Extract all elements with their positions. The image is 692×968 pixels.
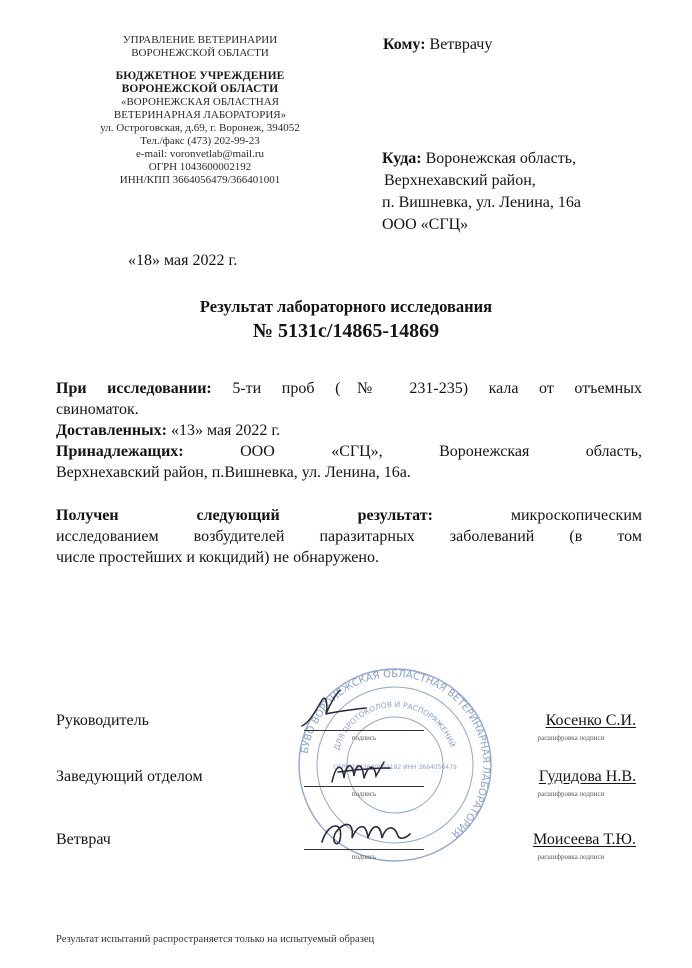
destination <box>382 148 581 236</box>
study-label: При исследовании: <box>56 380 212 397</box>
sender-block <box>50 34 350 187</box>
sender-ogrn: ОГРН 1043600002192 <box>148 161 252 173</box>
study-line <box>56 378 642 399</box>
result-text-cont1: исследованием возбудителей паразитарных заболеваний (в том <box>56 528 642 545</box>
handwritten-signature-2 <box>328 752 408 792</box>
stamp-center-text: ОГРН 1043600002192 ИНН 3664056479 <box>333 764 457 771</box>
delivered-text: «13» мая 2022 г. <box>170 422 281 439</box>
stamp-outer-text: БУВО ВОРОНЕЖСКАЯ ОБЛАСТНАЯ ВЕТЕРИНАРНАЯ ЛАБОРАТОРИЯ <box>299 668 492 840</box>
org-line1: БЮДЖЕТНОЕ УЧРЕЖДЕНИЕ <box>115 70 285 82</box>
document-title <box>0 296 692 344</box>
authority-line1: УПРАВЛЕНИЕ ВЕТЕРИНАРИИ <box>122 34 278 46</box>
signature-role: Заведующий отделом <box>56 768 203 785</box>
signer-name: Гудидова Н.В. <box>538 768 636 785</box>
recipient <box>383 36 492 54</box>
result-label: Получен следующий результат: <box>56 507 433 524</box>
recipient-label: Кому: <box>383 36 426 53</box>
sender-email: e-mail: voronvetlab@mail.ru <box>135 148 265 160</box>
document-date: «18» мая 2022 г. <box>128 252 238 269</box>
signer-name: Косенко С.И. <box>545 712 636 729</box>
sender-phone: Тел./факс (473) 202-99-23 <box>140 135 260 147</box>
owner-text-cont: Верхнехавский район, п.Вишневка, ул. Ленина, 16а. <box>56 464 411 481</box>
signature-decode-caption: расшифровка подписи <box>537 734 605 742</box>
org-line4: ВЕТЕРИНАРНАЯ ЛАБОРАТОРИЯ» <box>113 109 287 121</box>
signature-caption: подпись <box>351 734 377 742</box>
signature-caption: подпись <box>351 790 377 798</box>
owner-line <box>56 441 642 462</box>
stamp-inner-text: ДЛЯ ПРОТОКОЛОВ И РАСПОРЯЖЕНИЙ <box>332 699 458 752</box>
result-number: № 5131с/14865-14869 <box>252 320 440 342</box>
signer-name: Моисеева Т.Ю. <box>533 831 636 848</box>
recipient-value: Ветврачу <box>429 36 493 53</box>
destination-line3: п. Вишневка, ул. Ленина, 16а <box>382 194 581 211</box>
signature-role: Руководитель <box>56 712 149 729</box>
destination-line4: ООО «СГЦ» <box>382 216 469 233</box>
study-text: 5-ти проб (№ 231-235) кала от отъемных <box>232 380 642 397</box>
destination-label: Куда: <box>382 150 422 167</box>
study-text-cont: свиноматок. <box>56 401 139 418</box>
signature-caption: подпись <box>351 853 377 861</box>
authority-line2: ВОРОНЕЖСКОЙ ОБЛАСТИ <box>131 47 269 59</box>
destination-line1: Воронежская область, <box>425 150 577 167</box>
result-line <box>56 505 642 526</box>
sender-address: ул. Остроговская, д.69, г. Воронеж, 394052 <box>100 122 300 134</box>
handwritten-signature-1 <box>296 686 386 732</box>
delivered-label: Доставленных: <box>56 422 167 439</box>
org-line3: «ВОРОНЕЖСКАЯ ОБЛАСТНАЯ <box>120 96 280 108</box>
destination-line2: Верхнехавский район, <box>384 172 536 189</box>
org-line2: ВОРОНЕЖСКОЙ ОБЛАСТИ <box>121 83 279 95</box>
signature-decode-caption: расшифровка подписи <box>537 790 605 798</box>
signature-decode-caption: расшифровка подписи <box>537 853 605 861</box>
title-line: Результат лабораторного исследования <box>199 297 493 316</box>
result-text: микроскопическим <box>510 507 643 524</box>
document-body <box>56 378 642 568</box>
delivered-line <box>56 420 642 441</box>
sender-inn-kpp: ИНН/КПП 3664056479/366401001 <box>119 174 281 186</box>
result-text-cont2: числе простейших и кокцидий) не обнаружено. <box>56 549 379 566</box>
handwritten-signature-3 <box>318 812 418 852</box>
signature-role: Ветврач <box>56 831 111 848</box>
footer-note: Результат испытаний распространяется только на испытуемый образец <box>56 934 375 945</box>
owner-label: Принадлежащих: <box>56 443 184 460</box>
owner-text: ООО «СГЦ», Воронежская область, <box>240 443 643 460</box>
